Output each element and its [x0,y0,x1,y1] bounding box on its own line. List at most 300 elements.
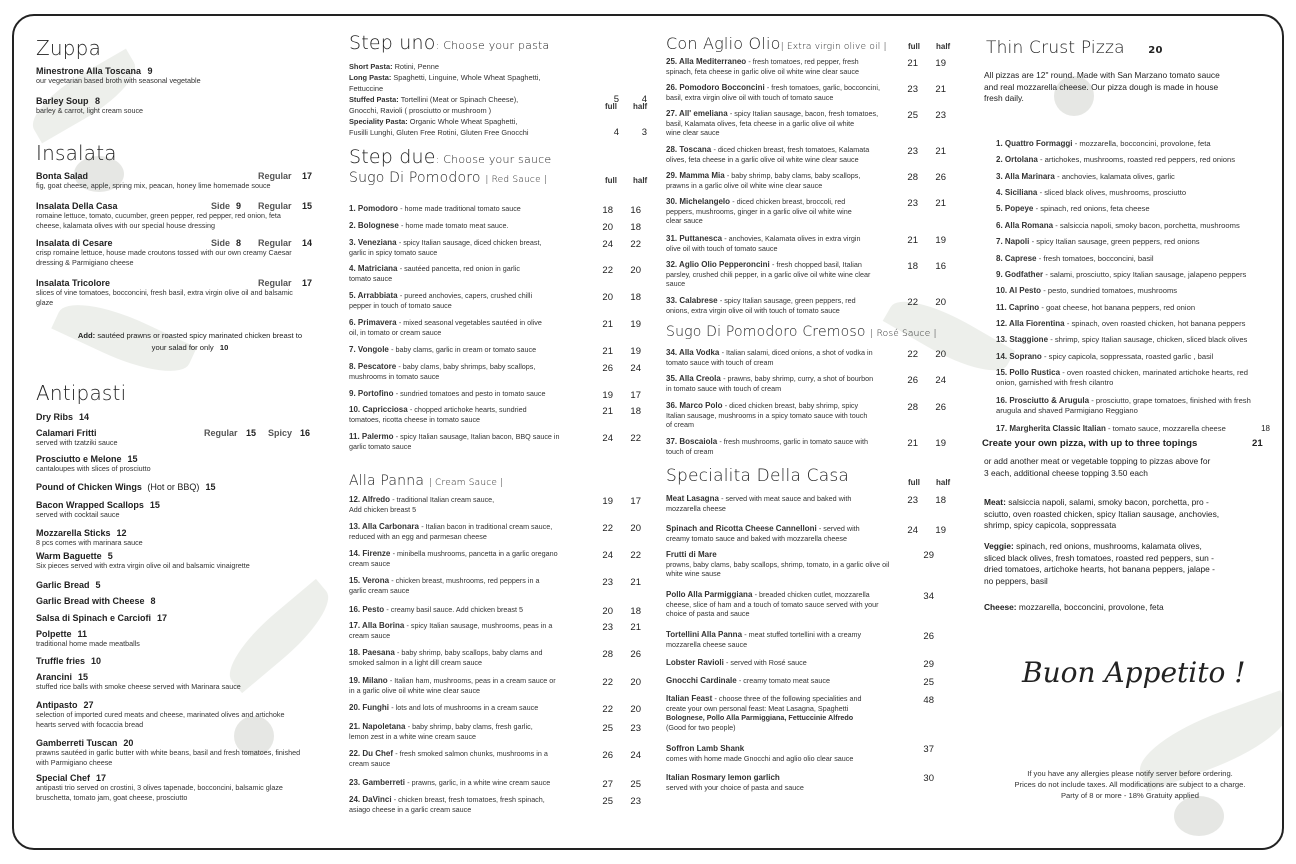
item-line [666,197,892,207]
item-title: Barley Soup [36,96,89,106]
item-name [36,528,326,538]
item-title: Palermo [361,432,396,441]
insalata-title: Insalata [36,141,117,165]
pasta-line [349,128,659,138]
full-price: 20 [602,606,613,617]
meat-text: shrimp, spicy capicola, soppressata [984,520,1117,530]
item-description-3: choice of pasta and sauce [666,609,750,618]
note-line: Party of 8 or more - 18% Gratuity applied [1060,791,1199,800]
menu-item [996,139,1284,149]
item-description-2: create your own personal feast: Meat Lasagna, Spaghetti [666,703,849,713]
full-price: 20 [602,222,613,233]
item-title: Paesana [362,648,398,657]
item-name: Bonta Salad [36,171,89,181]
item-number: 28. [666,145,680,154]
item-title: Godfather [1004,270,1046,279]
column-3 [666,16,966,850]
item-description: - lots and lots of mushrooms in a cream sauce [391,703,539,712]
item-description-2: reduced with an egg and parmesan cheese [349,531,487,541]
item-description-2: garlic cream sauce [349,585,410,595]
meat-label: Meat: [984,497,1009,507]
pasta-label: Short Pasta: [349,62,395,71]
item-price: 5 [95,580,101,590]
item-line [349,722,571,732]
item-description: - chicken breast, fresh tomatoes, fresh spinach, [393,795,545,804]
item-description: - prosciutto, grape tomatoes, finished with fresh [1091,396,1251,405]
item-description: prawns sautéed in garlic butter with white beans, basil and fresh tomatoes, finished with Parmigiano cheese [36,748,301,767]
pasta-options: Tortellini (Meat or Spinach Cheese), [400,95,519,104]
half-price: 26 [630,649,641,660]
item-price: 18 [1261,424,1270,433]
pasta-options: Rotini, Penne [394,62,439,71]
pasta-options: Fettuccine [349,84,384,93]
item-number: 30. [666,197,680,206]
cremoso-title: Sugo Di Pomodoro Cremoso | Rosé Sauce | [666,324,937,340]
item-description: - fresh mushrooms, garlic in tomato sauce with [719,437,868,446]
full-price: 22 [907,297,918,308]
item-line [349,795,571,805]
item-line [349,778,571,788]
item-title: Italian Feast [666,694,715,703]
item-title: Frutti di Mare [666,550,717,559]
item-title: All' emeliana [679,109,730,118]
pasta-line [349,73,659,83]
aglio-title: Con Aglio Olio| Extra virgin olive oil | [666,34,887,53]
item-description: 8 pcs comes with marinara sauce [36,538,143,547]
item-title: Bacon Wrapped Scallops [36,500,144,510]
item-line [666,494,892,504]
menu-item [36,238,326,267]
item-line [349,238,571,248]
half-price: 23 [630,796,641,807]
item-description: romaine lettuce, tomato, cucumber, green pepper, red pepper, red onion, feta cheese, kalamata olives with our special house dressing [36,211,281,230]
item-description-2: cream sauce [349,630,391,640]
item-price: 17 [96,773,107,783]
item-title: DaVinci [362,795,394,804]
item-number: 15. [349,576,363,585]
item-line [996,352,1272,362]
item-description: - sautéed pancetta, red onion in garlic [399,264,520,273]
menu-item [349,703,659,713]
item-description-2: olive oil with touch of tomato sauce [666,243,778,253]
item-number: 10. [349,405,363,414]
item-line [996,286,1272,296]
half-price: 20 [630,677,641,688]
item-price: 12 [116,528,127,538]
item-description-2: basil, extra virgin olive oil with touch of tomato sauce [666,92,834,102]
item-line [349,264,571,274]
full-price: 24 [907,525,918,536]
menu-item [349,389,659,399]
item-description-2: arugula and shaved Parmigiano Reggiano [996,405,1138,415]
half-price: 17 [630,496,641,507]
item-title: Funghi [362,703,392,712]
item-name [36,700,326,710]
item-description-2: tomato sauce [349,273,393,283]
meat-text: salsiccia napoli, salami, smoky bacon, porchetta, pro - [1008,497,1209,507]
menu-item [996,237,1284,247]
casa-full-header: full [908,478,920,487]
full-price: 19 [602,496,613,507]
item-number: 23. [349,778,363,787]
menu-item [349,264,659,283]
item-title: Quattro Formaggi [1004,139,1075,148]
menu-item [36,596,326,606]
step-uno-half-header: half [633,102,648,111]
half-price: 20 [935,349,946,360]
side-label: Side [211,238,231,248]
menu-item [349,576,659,595]
menu-item [36,700,326,729]
item-title: Pomodoro [357,204,401,213]
half-price: 22 [630,239,641,250]
menu-item [666,658,966,668]
item-line [666,676,892,686]
item-description: - fresh tomatoes, garlic, bocconcini, [766,83,880,92]
item-name [36,482,326,492]
item-description: - creamy tomato meat sauce [738,676,830,685]
veggie-text: no peppers, basil [984,575,1048,586]
half-price: 17 [630,390,641,401]
item-line [996,237,1272,247]
item-title: Antipasto [36,700,78,710]
item-description: - served with Rosé sauce [726,658,807,667]
menu-item [666,296,966,315]
item-number: 13. [996,335,1010,344]
item-description: traditional home made meatballs [36,639,140,648]
item-title: Vongole [357,345,392,354]
menu-item [36,454,326,474]
item-description: - spinach, red onions, feta cheese [1035,204,1150,213]
pasta-full-price: 4 [613,127,619,138]
item-price: 17 [157,613,168,623]
full-price: 21 [907,235,918,246]
item-line [996,319,1272,329]
menu-item [666,374,966,393]
item-description: served with cocktail sauce [36,510,120,519]
item-number: 9. [996,270,1005,279]
half-price: 19 [935,438,946,449]
item-line [996,172,1272,182]
menu-item [666,145,966,164]
item-title: Gamberreti [362,778,408,787]
item-number: 17. [996,424,1010,433]
full-price: 28 [907,402,918,413]
menu-item [349,605,659,615]
menu-item [666,197,966,226]
pasta-label: Long Pasta: [349,73,394,82]
item-title: Mamma Mia [679,171,727,180]
menu-item [36,66,326,86]
full-price: 26 [602,750,613,761]
full-price: 30 [923,773,934,784]
item-number: 3. [996,172,1005,181]
item-description: - salami, prosciutto, spicy Italian sausage, jalapeno peppers [1045,270,1247,279]
regular-label: Regular [258,201,292,211]
pizza-intro-line: All pizzas are 12" round. Made with San Marzano tomato sauce [984,70,1220,80]
item-number: 16. [996,396,1010,405]
antipasti-title: Antipasti [36,381,127,405]
menu-item [349,778,659,788]
full-price: 22 [602,677,613,688]
item-price: 8 [92,96,101,106]
regular-price: 15 [246,428,257,438]
item-title: Ortolana [1004,155,1041,164]
menu-item [349,621,659,640]
item-price: 9 [145,66,153,76]
full-price: 24 [602,550,613,561]
pasta-line [349,106,659,116]
full-price: 23 [907,198,918,209]
half-price: 22 [630,433,641,444]
menu-item [36,629,326,649]
half-price: 21 [630,577,641,588]
menu-item [36,278,326,307]
item-description-2: smoked salmon in a light dill cream sauce [349,657,483,667]
casa-half-header: half [936,478,951,487]
item-line [666,401,892,411]
item-description: cantaloupes with slices of prosciutto [36,464,151,473]
menu-item [666,171,966,190]
menu-item [36,613,326,623]
item-title: Pomodoro Bocconcini [679,83,767,92]
item-number: 13. [349,522,363,531]
item-description: - spicy Italian sausage, Italian bacon, BBQ sauce in [395,432,560,441]
item-description: - spicy Italian sausage, mushrooms, peas in a [406,621,553,630]
full-price: 21 [907,58,918,69]
item-name [36,580,326,590]
regular-label: Regular [258,171,292,181]
item-line [996,155,1272,165]
full-price: 22 [602,265,613,276]
item-description: - spicy Italian sausage, green peppers, red [719,296,856,305]
item-description: - fresh chopped basil, Italian [771,260,862,269]
buon-appetito: Buon Appetito ! [1022,656,1246,689]
veggie-text: dried tomatoes, artichoke hearts, hot banana peppers, jalape - [984,564,1215,574]
menu-item [666,234,966,253]
menu-item [349,722,659,741]
veggie-label: Veggie: [984,541,1017,551]
menu-item [666,694,966,732]
full-price: 21 [907,438,918,449]
item-title: Warm Baguette [36,551,102,561]
item-description: slices of vine tomatoes, bocconcini, fresh basil, extra virgin olive oil and balsamic glaze [36,288,293,307]
menu-frame [12,14,1284,850]
menu-item [36,96,326,116]
item-title: Verona [362,576,392,585]
full-price: 25 [602,796,613,807]
veggie-line [984,553,1284,565]
menu-item [36,551,326,571]
item-line [349,749,571,759]
cheese-toppings: Cheese: mozzarella, bocconcini, provolone, feta [984,602,1164,612]
half-price: 22 [630,550,641,561]
item-description: - sliced black olives, mushrooms, prosciutto [1039,188,1187,197]
half-price: 21 [935,84,946,95]
item-title: Arancini [36,672,73,682]
half-price: 16 [935,261,946,272]
item-description-3: clear sauce [666,216,703,225]
regular-label: Regular [204,428,238,438]
item-line [666,83,892,93]
regular-label: Regular [258,278,292,288]
item-description: - spicy capicola, soppressata, roasted garlic , basil [1044,352,1214,361]
item-description: fig, goat cheese, apple, spring mix, peacan, honey lime homemade souce [36,181,271,190]
item-number: 11. [996,303,1009,312]
item-line [666,171,892,181]
full-price: 26 [907,375,918,386]
menu-item [349,345,659,355]
item-description: - prawns, baby shrimp, curry, a shot of bourbon [723,374,874,383]
item-description-3: Bolognese, Pollo Alla Parmiggiana, Fettuccinie Alfredo [666,713,854,722]
item-line [666,630,892,640]
item-name [36,773,326,783]
item-description: - meat stuffed tortellini with a creamy [744,630,862,639]
item-number: 9. [349,389,358,398]
item-title: Michelangelo [679,197,733,206]
item-description: - baby clams, garlic in cream or tomato sauce [391,345,537,354]
item-title: Meat Lasagna [666,494,722,503]
item-title: Pound of Chicken Wings [36,482,142,492]
item-description-2: pepper in touch of tomato sauce [349,300,452,310]
spicy-label: Spicy [268,428,293,438]
create-pizza-text [984,456,1274,479]
item-description: barley & carrot, light cream souce [36,106,144,115]
menu-item [36,773,326,802]
meat-line [984,509,1284,521]
menu-item [36,656,326,666]
item-number: 37. [666,437,680,446]
item-line [349,676,571,686]
half-price: 25 [630,779,641,790]
item-title: Pescatore [357,362,399,371]
item-description: - pureed anchovies, capers, crushed chilli [399,291,533,300]
item-description: - prawns, garlic, in a white wine cream sauce [407,778,551,787]
half-price: 20 [630,704,641,715]
aglio-full-header: full [908,42,920,51]
item-line [349,204,571,214]
regular-price: 17 [302,171,313,181]
item-name [36,596,326,606]
item-description: - tomato sauce, mozzarella cheese [1108,424,1226,433]
item-price: 15 [205,482,216,492]
create-pizza: Create your own pizza, with up to three topings 21 [982,438,1263,449]
half-price: 19 [935,235,946,246]
meat-toppings [984,497,1284,532]
step-uno-full-header: full [605,102,617,111]
item-number: 20. [349,703,363,712]
menu-item [666,773,966,792]
item-description-2: peppers, mushrooms, ginger in a garlic olive oil white wine [666,206,852,216]
item-line [666,296,892,306]
pasta-label: Stuffed Pasta: [349,95,401,104]
item-description-2: comes with home made Gnocchi and aglio olio clear sauce [666,753,854,763]
item-description: - spicy Italian sausage, green peppers, red onions [1031,237,1200,246]
pizza-intro-line: and real mozzarella cheese. Our pizza dough is made in house [984,81,1219,92]
pasta-half-price: 4 [641,94,647,105]
item-description: - Italian bacon in traditional cream sauce, [421,522,553,531]
menu-item [666,550,966,579]
item-title: Soprano [1009,352,1045,361]
half-price: 21 [630,622,641,633]
item-title: Alla Carbonara [362,522,422,531]
menu-item [349,549,659,568]
item-number: 4. [349,264,358,273]
item-line [996,396,1272,406]
menu-item [666,401,966,430]
half-price: 18 [630,222,641,233]
item-title: Pesto [362,605,387,614]
item-name [36,629,326,639]
item-line [349,291,571,301]
item-description: - artichokes, mushrooms, roasted red peppers, red onions [1040,155,1236,164]
menu-item [666,524,966,543]
item-description: - chicken breast, mushrooms, red peppers in a [391,576,540,585]
create-line: 3 each, additional cheese topping 3.50 each [984,467,1148,478]
item-title: Matriciana [357,264,400,273]
item-description: served with tzatziki sauce [36,438,118,447]
item-name [36,500,326,510]
item-description: antipasti trio served on crostini, 3 olives tapenade, bocconcini, balsamic glaze bruschetta, tomato jam, goat cheese, prosciutto [36,783,283,802]
item-description-2: mozzarella cheese [666,503,726,513]
item-description: - diced chicken breast, fresh tomatoes, Kalamata [713,145,870,154]
full-price: 25 [602,723,613,734]
menu-item [349,204,659,214]
item-number: 1. [996,139,1005,148]
item-number: 2. [349,221,358,230]
item-title: Pollo Rustica [1009,368,1063,377]
item-title: Salsa di Spinach e Carciofi [36,613,152,623]
regular-price: 14 [302,238,313,248]
full-price: 29 [923,550,934,561]
item-title: Mozzarella Sticks [36,528,111,538]
item-title: Marco Polo [679,401,725,410]
menu-item [36,482,326,492]
item-description-2: lemon zest in a white wine cream sauce [349,731,477,741]
menu-item [349,362,659,381]
item-description-2: Italian sausage, mushrooms in a spicy tomato sauce with touch [666,410,868,420]
menu-item [36,500,326,520]
item-line [996,335,1272,345]
item-description: - fresh tomatoes, red pepper, fresh [748,57,859,66]
item-description: - baby shrimp, baby clams, fresh garlic, [407,722,533,731]
full-price: 48 [923,695,934,706]
full-price: 18 [602,205,613,216]
menu-item [349,522,659,541]
item-number: 21. [349,722,363,731]
item-description: stuffed rice balls with smoke cheese served with Marinara sauce [36,682,241,691]
item-price: 27 [83,700,94,710]
item-number: 5. [996,204,1005,213]
veggie-toppings [984,541,1284,587]
item-name [36,66,326,76]
item-description: - fresh smoked salmon chunks, mushrooms in a [395,749,548,758]
item-line [996,424,1272,434]
menu-item [996,172,1284,182]
item-description: - baby clams, baby shrimps, baby scallops, [398,362,536,371]
item-line [349,318,571,328]
item-number: 7. [349,345,358,354]
item-description-2: cream sauce [349,758,391,768]
item-line [349,605,571,615]
item-title: Prosciutto & Arugula [1009,396,1092,405]
item-extra: (Hot or BBQ) [144,482,200,492]
half-price: 23 [935,110,946,121]
item-title: Alla Mediterraneo [679,57,749,66]
item-line [349,576,571,586]
step-uno-title: Step uno: Choose your pasta [349,32,550,54]
veggie-line [984,541,1284,553]
